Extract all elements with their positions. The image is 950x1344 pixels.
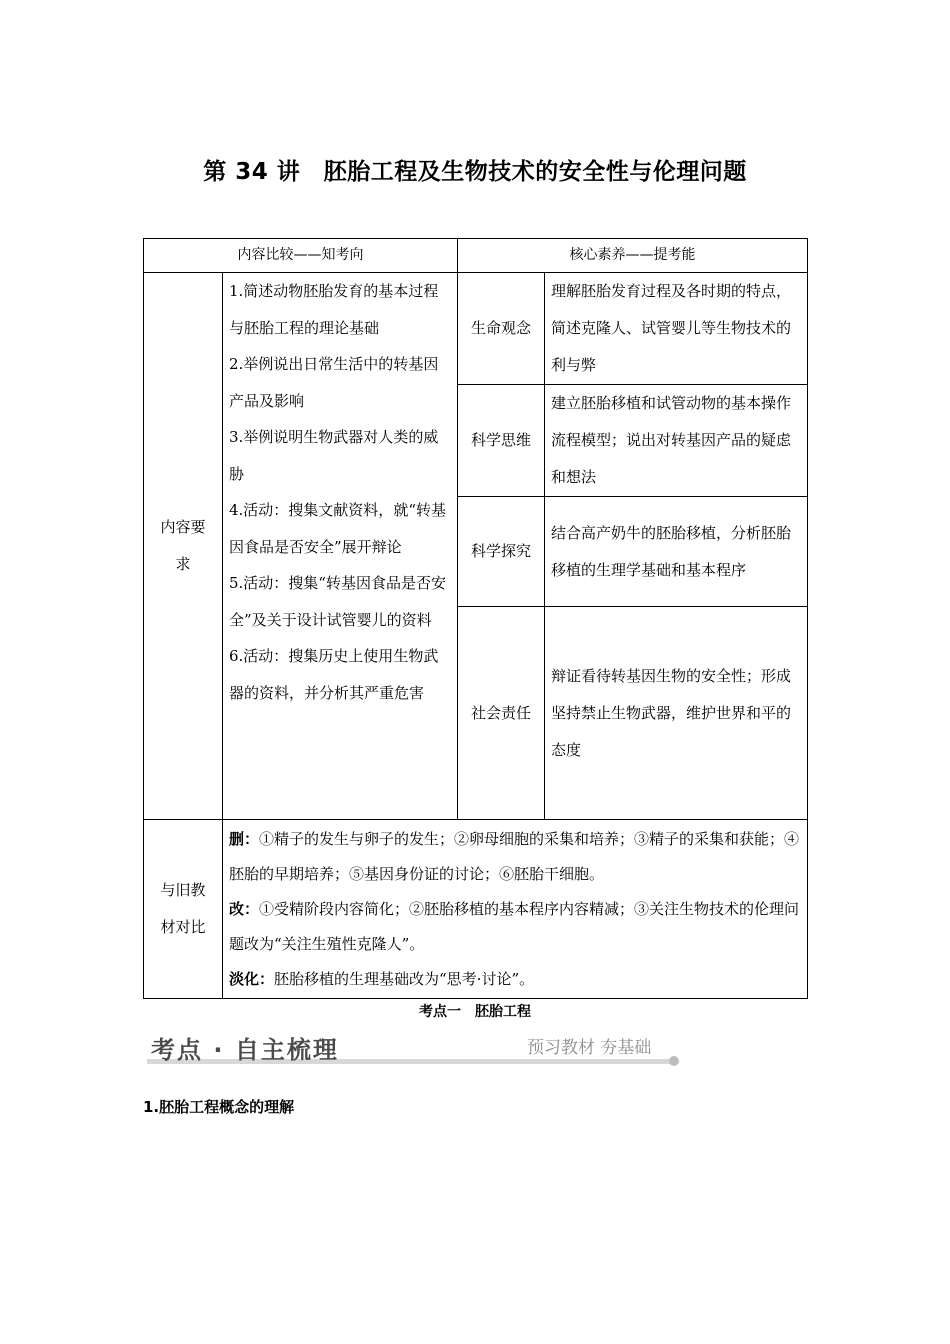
compare-modify-label: 改： <box>229 899 260 918</box>
compare-modify <box>229 892 801 962</box>
row-label-compare <box>144 820 223 999</box>
literacy-name: 科学探究 <box>458 497 545 607</box>
header-core-literacy: 核心素养——提考能 <box>458 239 808 273</box>
compare-delete-text: ①精子的发生与卵子的发生；②卵母细胞的采集和培养；③精子的采集和获能；④胚胎的早期培养；⑤基因身份证的讨论；⑥胚胎干细胞。 <box>229 829 800 883</box>
requirements-cell <box>223 273 458 820</box>
requirement-item: 4.活动：搜集文献资料，就“转基因食品是否安全”展开辩论 <box>229 501 446 556</box>
literacy-desc: 辩证看待转基因生物的安全性；形成坚持禁止生物武器，维护世界和平的态度 <box>545 607 808 820</box>
banner-title: 考点 · 自主梳理 <box>151 1036 339 1064</box>
header-content-compare: 内容比较——知考向 <box>144 239 458 273</box>
compare-weaken-text: 胚胎移植的生理基础改为“思考·讨论”。 <box>274 969 535 988</box>
compare-modify-text: ①受精阶段内容简化；②胚胎移植的基本程序内容精减；③关注生物技术的伦理问题改为“关注生殖性克隆人”。 <box>229 899 800 953</box>
banner-tagline: 预习教材 夯基础 <box>521 1033 657 1058</box>
content-table <box>143 238 808 999</box>
requirement-item: 5.活动：搜集“转基因食品是否安全”及关于设计试管婴儿的资料 <box>229 574 446 629</box>
requirement-item: 3.举例说明生物武器对人类的威胁 <box>229 428 439 483</box>
section-banner <box>147 1030 687 1066</box>
literacy-desc: 理解胚胎发育过程及各时期的特点，简述克隆人、试管婴儿等生物技术的利与弊 <box>545 273 808 385</box>
compare-weaken-label: 淡化： <box>229 969 275 988</box>
requirement-item: 2.举例说出日常生活中的转基因产品及影响 <box>229 355 439 410</box>
section-heading: 1.胚胎工程概念的理解 <box>143 1098 295 1116</box>
row-label-text: 内容要求 <box>160 518 206 573</box>
compare-delete <box>229 822 801 892</box>
requirement-item: 6.活动：搜集历史上使用生物武器的资料，并分析其严重危害 <box>229 647 439 702</box>
literacy-name: 生命观念 <box>458 273 545 385</box>
compare-delete-label: 删： <box>229 829 260 848</box>
compare-weaken <box>229 962 801 997</box>
row-label-text: 与旧教材对比 <box>160 881 206 936</box>
literacy-desc: 建立胚胎移植和试管动物的基本操作流程模型；说出对转基因产品的疑虑和想法 <box>545 385 808 497</box>
page-title: 第 34 讲 胚胎工程及生物技术的安全性与伦理问题 <box>203 159 747 185</box>
row-label-requirements <box>144 273 223 820</box>
literacy-name: 社会责任 <box>458 607 545 820</box>
banner-dot <box>669 1056 679 1066</box>
compare-cell <box>223 820 808 999</box>
requirement-item: 1.简述动物胚胎发育的基本过程与胚胎工程的理论基础 <box>229 282 439 337</box>
section-subtitle: 考点一 胚胎工程 <box>419 1004 531 1020</box>
literacy-name: 科学思维 <box>458 385 545 497</box>
literacy-desc: 结合高产奶牛的胚胎移植，分析胚胎移植的生理学基础和基本程序 <box>545 497 808 607</box>
